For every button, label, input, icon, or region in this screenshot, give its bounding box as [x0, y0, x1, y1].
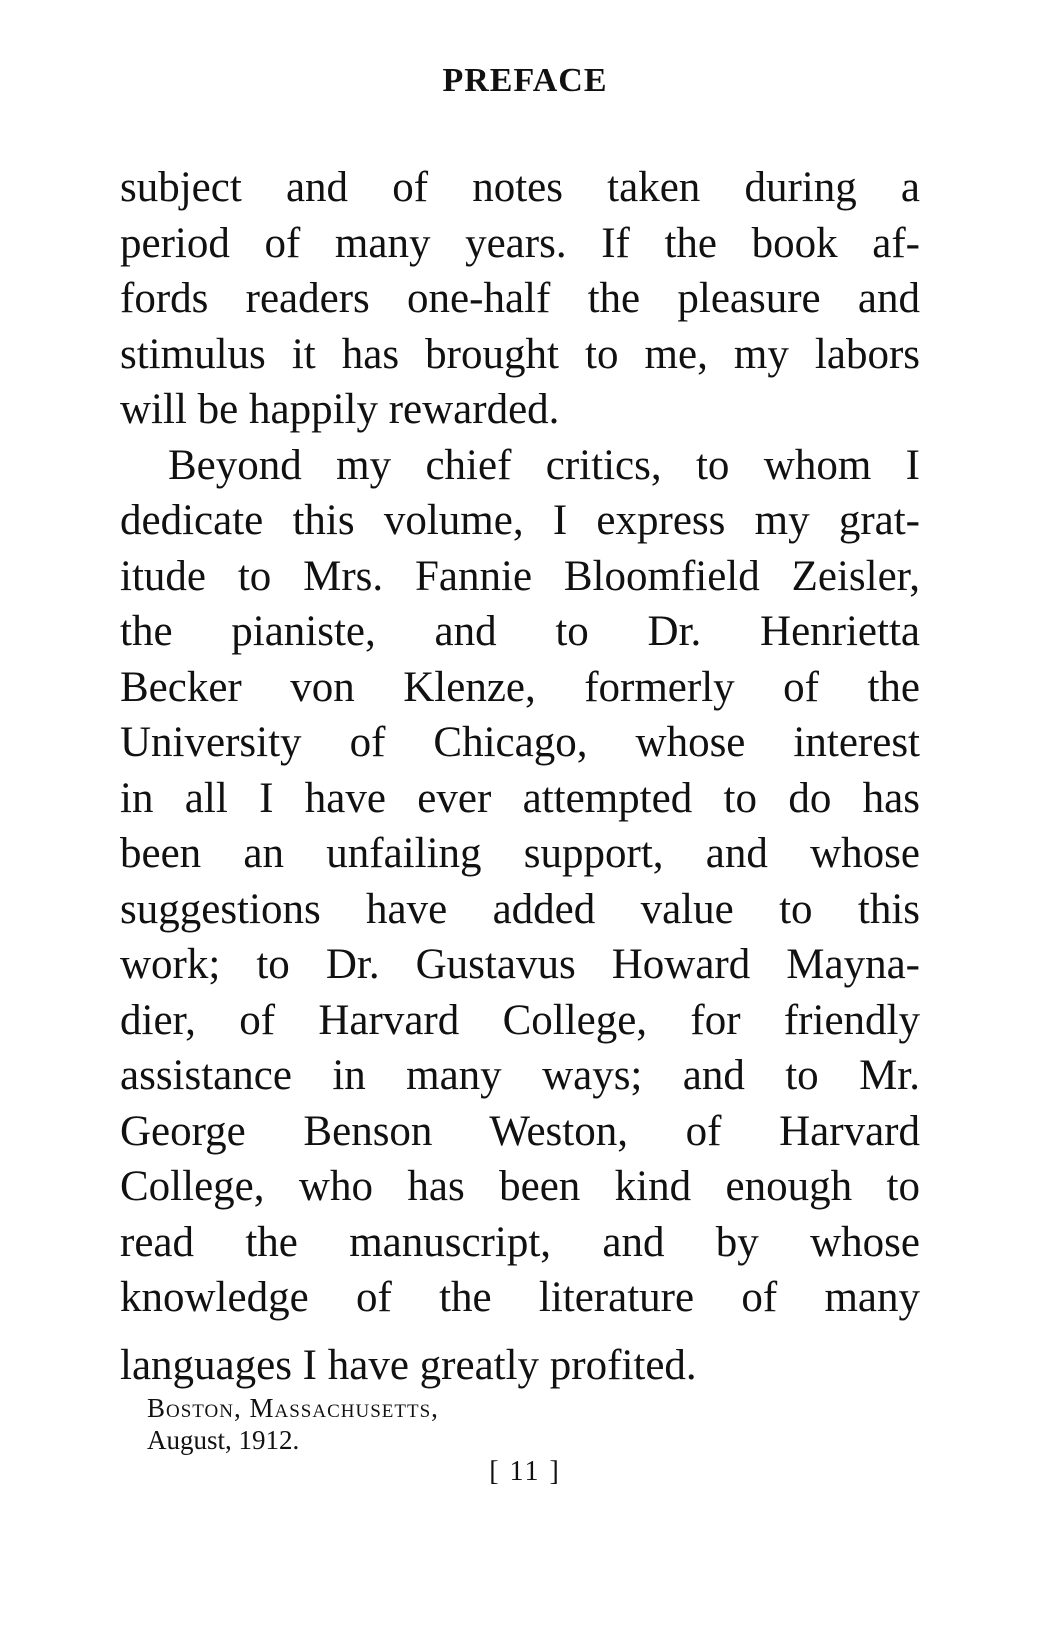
text-line: languages I have greatly profited. [120, 1341, 697, 1389]
text-line: subject and of notes taken during a [120, 164, 920, 211]
text-line: dier, of Harvard College, for friendly [120, 996, 920, 1044]
preface-body [120, 160, 920, 1396]
text-line: suggestions have added value to this [120, 885, 920, 933]
text-line: the pianiste, and to Dr. Henrietta [120, 608, 920, 655]
text-line: George Benson Weston, of Harvard [120, 1107, 920, 1155]
text-line: will be happily rewarded. [120, 386, 560, 433]
text-line: fords readers one-half the pleasure and [120, 275, 920, 322]
text-line: assistance in many ways; and to Mr. [120, 1052, 920, 1099]
signature-block [147, 1392, 439, 1456]
text-line: Becker von Klenze, formerly of the [120, 663, 920, 711]
text-line: University of Chicago, whose interest [120, 719, 920, 766]
text-line: dedicate this volume, I express my grat- [120, 497, 920, 544]
text-line: period of many years. If the book af- [120, 219, 920, 267]
page-number: [ 11 ] [489, 1456, 561, 1487]
text-line: read the manuscript, and by whose [120, 1218, 920, 1266]
text-line: College, who has been kind enough to [120, 1163, 920, 1210]
signature-date: August, 1912. [147, 1425, 300, 1455]
text-line: knowledge of the literature of many [120, 1274, 920, 1321]
text-line: stimulus it has brought to me, my labors [120, 330, 920, 378]
running-head: PREFACE [442, 62, 608, 99]
text-line: been an unfailing support, and whose [120, 830, 920, 877]
paragraph-first-line: Beyond my chief critics, to whom I [168, 441, 920, 489]
text-line: itude to Mrs. Fannie Bloomfield Zeisler, [120, 552, 920, 600]
signature-place: Boston, Massachusetts, [147, 1393, 439, 1423]
text-line: work; to Dr. Gustavus Howard Mayna- [120, 941, 920, 988]
text-line: in all I have ever attempted to do has [120, 774, 920, 822]
